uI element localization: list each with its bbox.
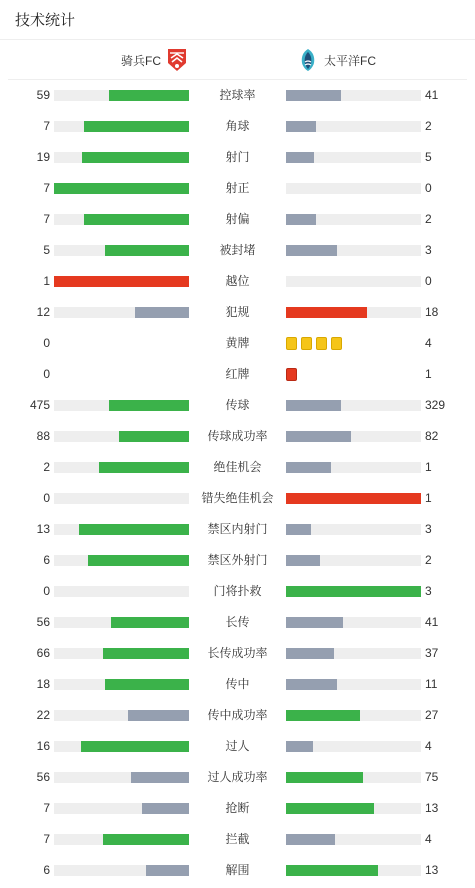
stat-label: 错失绝佳机会 — [201, 491, 274, 505]
home-stat-bar — [105, 245, 189, 256]
home-stat-bar — [54, 183, 189, 194]
home-stat-value: 16 — [36, 739, 50, 753]
home-stat-bar-track — [54, 307, 189, 318]
home-stat-bar-track — [54, 648, 189, 659]
teams-header — [8, 40, 467, 80]
home-stat-bar — [146, 865, 189, 876]
home-stat-bar-track — [54, 710, 189, 721]
home-stat-value: 6 — [43, 553, 50, 567]
away-stat-bar — [286, 152, 314, 163]
stat-label: 越位 — [225, 274, 250, 288]
stat-row — [0, 266, 475, 297]
away-stat-value: 41 — [425, 615, 439, 629]
home-stat-bar-track — [54, 183, 189, 194]
header — [0, 0, 475, 40]
stat-label: 绝佳机会 — [213, 460, 262, 474]
home-stat-value: 18 — [36, 677, 50, 691]
away-team[interactable] — [298, 40, 376, 80]
away-stat-bar — [286, 400, 341, 411]
home-stat-value: 12 — [36, 305, 50, 319]
home-stat-value: 0 — [43, 367, 50, 381]
away-stat-bar-track — [286, 152, 421, 163]
home-stat-bar-track — [54, 524, 189, 535]
stat-row — [0, 359, 475, 390]
home-stat-bar-track — [54, 431, 189, 442]
home-stat-bar — [103, 648, 190, 659]
away-stat-bar-track — [286, 741, 421, 752]
away-stat-value: 4 — [425, 832, 432, 846]
away-stat-bar — [286, 865, 378, 876]
stat-row — [0, 452, 475, 483]
home-team[interactable] — [121, 40, 187, 80]
stat-row — [0, 421, 475, 452]
away-stat-value: 41 — [425, 88, 439, 102]
away-stat-bar — [286, 834, 335, 845]
stat-row — [0, 855, 475, 886]
away-stat-bar-track — [286, 307, 421, 318]
stats-list — [0, 80, 475, 886]
stat-row — [0, 545, 475, 576]
away-stat-bar-track — [286, 276, 421, 287]
away-stat-bar — [286, 493, 421, 504]
away-stat-value: 3 — [425, 584, 432, 598]
stat-row — [0, 390, 475, 421]
stat-row — [0, 235, 475, 266]
home-stat-bar — [109, 90, 189, 101]
away-team-crest-icon — [298, 48, 318, 72]
away-stat-value: 0 — [425, 274, 432, 288]
home-stat-value: 56 — [36, 770, 50, 784]
away-stat-value: 37 — [425, 646, 439, 660]
home-stat-value: 7 — [43, 119, 50, 133]
stat-label: 红牌 — [225, 367, 250, 381]
home-stat-value: 22 — [36, 708, 50, 722]
away-stat-bar-track — [286, 214, 421, 225]
home-stat-value: 5 — [43, 243, 50, 257]
stat-row — [0, 638, 475, 669]
away-stat-value: 75 — [425, 770, 439, 784]
home-stat-value: 56 — [36, 615, 50, 629]
home-stat-bar-track — [54, 803, 189, 814]
home-stat-value: 7 — [43, 212, 50, 226]
away-stat-value: 0 — [425, 181, 432, 195]
stat-label: 过人 — [225, 739, 250, 753]
stat-row — [0, 328, 475, 359]
home-stat-bar-track — [54, 617, 189, 628]
stat-label: 传球成功率 — [207, 429, 268, 443]
away-stat-bar-track — [286, 400, 421, 411]
stat-label: 传球 — [225, 398, 250, 412]
home-stat-value: 0 — [43, 584, 50, 598]
home-stat-bar — [128, 710, 189, 721]
home-stat-value: 13 — [36, 522, 50, 536]
away-stat-bar — [286, 741, 313, 752]
stat-row — [0, 204, 475, 235]
stat-row — [0, 762, 475, 793]
home-stat-bar-track — [54, 121, 189, 132]
home-stat-bar — [84, 214, 189, 225]
away-stat-bar — [286, 90, 341, 101]
home-stat-bar-track — [54, 834, 189, 845]
away-stat-bar — [286, 462, 331, 473]
away-stat-bar-track — [286, 121, 421, 132]
home-stat-bar — [54, 276, 189, 287]
away-stat-bar — [286, 710, 360, 721]
away-stat-bar — [286, 307, 367, 318]
away-stat-value: 2 — [425, 212, 432, 226]
away-stat-bar-track — [286, 803, 421, 814]
home-stat-value: 88 — [36, 429, 50, 443]
home-stat-value: 19 — [36, 150, 50, 164]
away-stat-bar-track — [286, 586, 421, 597]
page-title: 技术统计 — [15, 12, 76, 29]
home-stat-bar-track — [54, 400, 189, 411]
away-stat-value: 4 — [425, 336, 432, 350]
away-stat-bar-track — [286, 617, 421, 628]
away-stat-bar-track — [286, 679, 421, 690]
home-stat-value: 2 — [43, 460, 50, 474]
away-stat-bar-track — [286, 431, 421, 442]
stat-label: 射门 — [225, 150, 250, 164]
yellow-card-icon — [286, 337, 297, 350]
away-stat-bar — [286, 245, 337, 256]
away-stat-bar-track — [286, 90, 421, 101]
stat-row — [0, 80, 475, 111]
away-stat-bar-track — [286, 493, 421, 504]
stat-label: 禁区内射门 — [207, 522, 268, 536]
away-stat-bar — [286, 431, 351, 442]
away-stat-bar-track — [286, 524, 421, 535]
stat-label: 射偏 — [225, 212, 250, 226]
home-stat-bar-track — [54, 152, 189, 163]
stat-row — [0, 173, 475, 204]
home-stat-value: 7 — [43, 181, 50, 195]
home-stat-bar-track — [54, 90, 189, 101]
stat-label: 长传成功率 — [207, 646, 268, 660]
home-stat-value: 66 — [36, 646, 50, 660]
away-stat-bar-track — [286, 834, 421, 845]
away-team-name: 太平洋FC — [324, 53, 376, 68]
away-stat-bar — [286, 617, 343, 628]
away-stat-value: 82 — [425, 429, 439, 443]
stat-row — [0, 793, 475, 824]
home-stat-bar — [88, 555, 189, 566]
home-stat-bar-track — [54, 462, 189, 473]
away-stat-bar — [286, 555, 320, 566]
home-team-name: 骑兵FC — [121, 53, 161, 68]
away-stat-bar-track — [286, 462, 421, 473]
home-stat-bar — [84, 121, 189, 132]
home-stat-bar-track — [54, 493, 189, 504]
away-stat-bar-track — [286, 865, 421, 876]
away-stat-value: 329 — [425, 398, 446, 412]
stat-label: 传中 — [225, 677, 250, 691]
stat-label: 黄牌 — [225, 336, 250, 350]
away-stat-bar — [286, 121, 316, 132]
stat-row — [0, 824, 475, 855]
home-stat-bar — [79, 524, 189, 535]
stat-label: 控球率 — [219, 88, 256, 102]
yellow-card-icon — [316, 337, 327, 350]
stat-row — [0, 700, 475, 731]
away-stat-value: 5 — [425, 150, 432, 164]
home-stat-bar-track — [54, 276, 189, 287]
away-stat-value: 13 — [425, 801, 439, 815]
home-stat-bar-track — [54, 586, 189, 597]
away-stat-value: 3 — [425, 522, 432, 536]
home-stat-value: 475 — [29, 398, 50, 412]
away-stat-bar — [286, 524, 311, 535]
home-team-crest-icon — [167, 48, 187, 72]
stat-label: 传中成功率 — [207, 708, 268, 722]
home-stat-value: 59 — [36, 88, 50, 102]
home-stat-bar — [99, 462, 189, 473]
stat-label: 射正 — [225, 181, 250, 195]
home-stat-bar-track — [54, 865, 189, 876]
stat-row — [0, 142, 475, 173]
away-stat-bar-track — [286, 183, 421, 194]
stat-row — [0, 111, 475, 142]
home-stat-value: 1 — [43, 274, 50, 288]
yellow-card-icon — [301, 337, 312, 350]
stat-label: 被封堵 — [219, 243, 256, 257]
away-stat-value: 3 — [425, 243, 432, 257]
stat-label: 长传 — [225, 615, 250, 629]
away-stat-value: 1 — [425, 491, 432, 505]
stat-row — [0, 483, 475, 514]
away-stat-bar-track — [286, 710, 421, 721]
away-yellow-cards — [286, 337, 342, 350]
away-stat-bar — [286, 586, 421, 597]
home-stat-value: 7 — [43, 832, 50, 846]
stat-row — [0, 297, 475, 328]
away-stat-value: 2 — [425, 119, 432, 133]
home-stat-bar — [81, 741, 189, 752]
home-stat-value: 7 — [43, 801, 50, 815]
home-stat-bar — [142, 803, 189, 814]
away-stat-value: 13 — [425, 863, 439, 877]
yellow-card-icon — [331, 337, 342, 350]
away-stat-value: 1 — [425, 367, 432, 381]
away-stat-bar — [286, 648, 334, 659]
away-stat-bar-track — [286, 555, 421, 566]
stat-row — [0, 514, 475, 545]
away-stat-bar-track — [286, 648, 421, 659]
away-stat-bar — [286, 803, 374, 814]
home-stat-bar-track — [54, 679, 189, 690]
away-stat-value: 27 — [425, 708, 439, 722]
away-stat-bar-track — [286, 245, 421, 256]
home-stat-bar-track — [54, 741, 189, 752]
home-stat-bar — [119, 431, 189, 442]
home-stat-bar — [111, 617, 189, 628]
away-stat-bar — [286, 679, 337, 690]
away-stat-value: 2 — [425, 553, 432, 567]
stat-row — [0, 607, 475, 638]
stat-label: 拦截 — [225, 832, 250, 846]
stat-label: 抢断 — [225, 801, 250, 815]
stat-label: 角球 — [225, 119, 250, 133]
away-stat-value: 11 — [425, 677, 438, 691]
home-stat-value: 6 — [43, 863, 50, 877]
home-stat-bar — [105, 679, 189, 690]
stat-label: 禁区外射门 — [207, 553, 268, 567]
home-stat-bar — [109, 400, 189, 411]
stat-label: 门将扑救 — [213, 584, 262, 598]
away-stat-bar-track — [286, 772, 421, 783]
away-stat-value: 18 — [425, 305, 439, 319]
home-stat-bar-track — [54, 772, 189, 783]
stat-row — [0, 576, 475, 607]
home-stat-bar-track — [54, 555, 189, 566]
stat-label: 解围 — [225, 863, 250, 877]
stat-row — [0, 731, 475, 762]
away-stat-bar — [286, 772, 363, 783]
home-stat-bar — [103, 834, 189, 845]
home-stat-bar-track — [54, 214, 189, 225]
stat-label: 犯规 — [225, 305, 250, 319]
stat-row — [0, 669, 475, 700]
away-stat-bar — [286, 214, 316, 225]
home-stat-bar-track — [54, 245, 189, 256]
red-card-icon — [286, 368, 297, 381]
home-stat-bar — [82, 152, 189, 163]
away-red-cards — [286, 368, 297, 381]
away-stat-value: 4 — [425, 739, 432, 753]
away-stat-value: 1 — [425, 460, 432, 474]
home-stat-value: 0 — [43, 491, 50, 505]
stat-label: 过人成功率 — [207, 770, 268, 784]
home-stat-bar — [135, 307, 189, 318]
home-stat-value: 0 — [43, 336, 50, 350]
home-stat-bar — [131, 772, 189, 783]
